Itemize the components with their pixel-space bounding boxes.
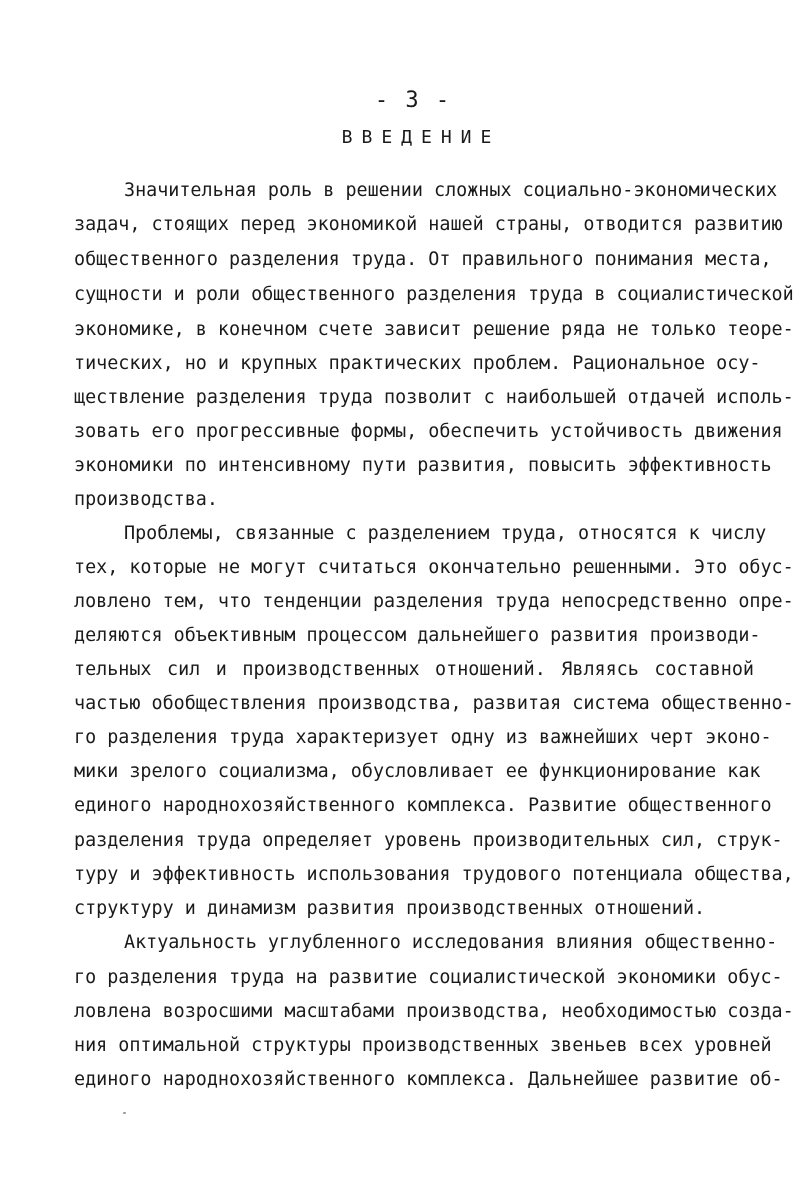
text-line: мики зрелого социализма, обусловливает ее функционирование как — [74, 761, 761, 782]
page-number: - 3 - — [374, 88, 452, 113]
text-line: структуру и динамизм развития производственных отношений. — [74, 898, 706, 919]
text-line: задач, стоящих перед экономикой нашей страны, отводится развитию — [74, 214, 783, 235]
text-line: го разделения труда характеризует одну из важнейших черт эконо- — [74, 727, 772, 748]
text-line: ществление разделения труда позволит с наибольшей отдачей исполь- — [74, 387, 794, 408]
text-line: ловлено тем, что тенденции разделения труда непосредственно опре- — [74, 591, 794, 612]
text-line: единого народнохозяйственного комплекса. Дальнейшее развитие об- — [74, 1069, 783, 1090]
text-line: тельных сил и производственных отношений. Являясь составной — [74, 659, 754, 680]
text-line: экономике, в конечном счете зависит решение ряда не только теоре- — [74, 319, 794, 340]
text-line: экономики по интенсивному пути развития, повысить эффективность — [74, 455, 772, 476]
text-line: Актуальность углубленного исследования влияния общественно- — [124, 932, 778, 953]
text-line: разделения труда определяет уровень производительных сил, струк- — [74, 830, 783, 851]
text-line: Проблемы, связанные с разделением труда, относятся к числу — [124, 523, 767, 544]
text-line: зовать его прогрессивные формы, обеспечить устойчивость движения — [74, 421, 783, 442]
text-line: частью обобществления производства, развитая система общественно- — [74, 693, 794, 714]
text-line: производства. — [74, 489, 218, 510]
text-line: единого народнохозяйственного комплекса. Развитие общественного — [74, 795, 772, 816]
text-line: деляются объективным процессом дальнейшего развития производи- — [74, 625, 761, 646]
scan-speck — [123, 1112, 126, 1114]
text-line: ния оптимальной структуры производственных звеньев всех уровней — [74, 1035, 772, 1056]
text-line: общественного разделения труда. От правильного понимания места, — [74, 249, 772, 270]
text-line: ловлена возросшими масштабами производства, необходимостью созда- — [74, 1001, 794, 1022]
text-line: туру и эффективность использования трудового потенциала общества, — [74, 864, 794, 885]
text-line: Значительная роль в решении сложных социально-экономических — [124, 180, 778, 201]
text-line: сущности и роли общественного разделения труда в социалистической — [74, 284, 794, 305]
text-line: тических, но и крупных практических проблем. Рациональное осу- — [74, 353, 761, 374]
section-heading: ВВЕДЕНИЕ — [341, 127, 501, 148]
text-line: тех, которые не могут считаться окончательно решенными. Это обус- — [74, 557, 794, 578]
text-line: го разделения труда на развитие социалистической экономики обус- — [74, 967, 783, 988]
